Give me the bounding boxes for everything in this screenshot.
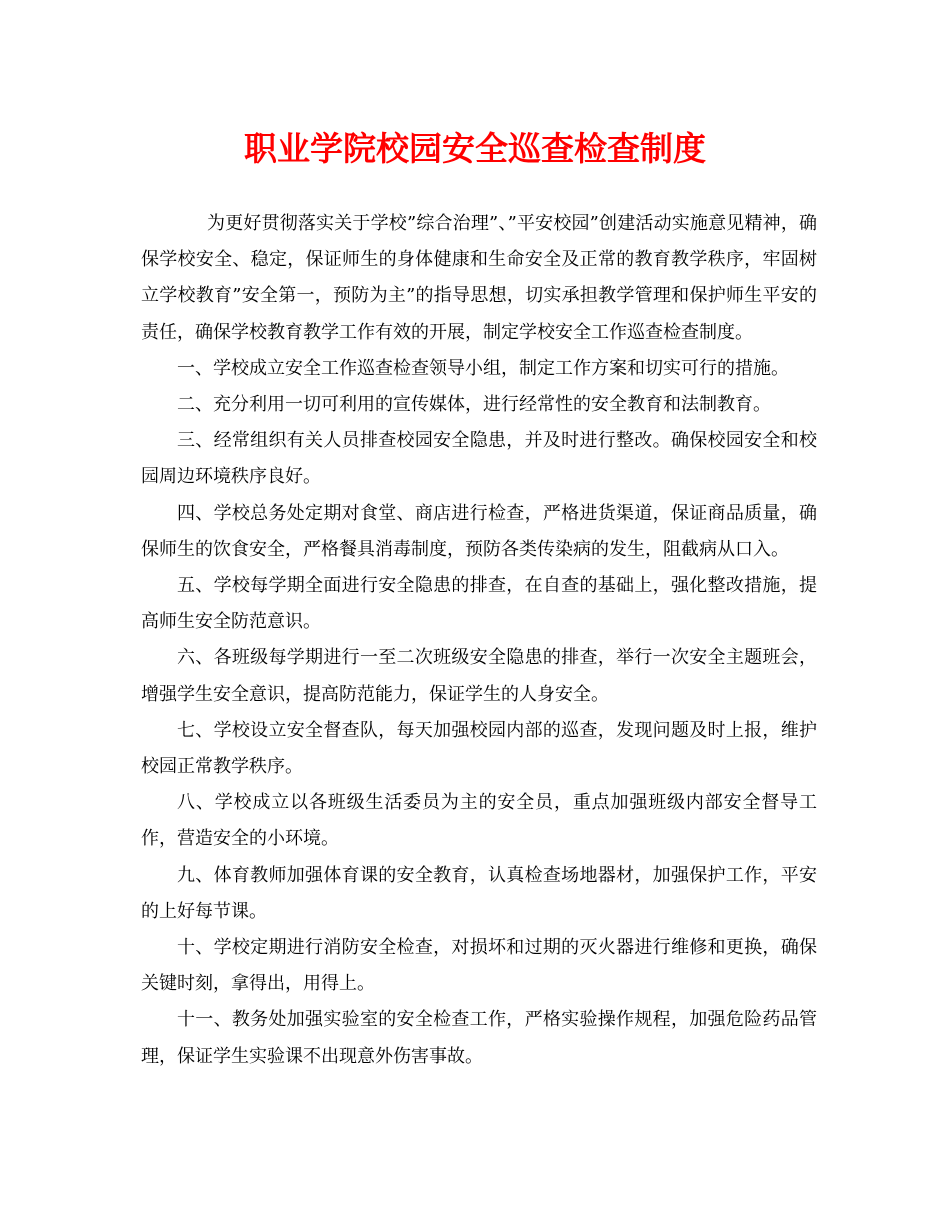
clause-paragraph-4: 四、学校总务处定期对食堂、商店进行检查，严格进货渠道，保证商品质量，确保师生的饮食安全，严格餐具消毒制度，预防各类传染病的发生，阻截病从口入。	[141, 502, 817, 560]
clause-paragraph-5: 五、学校每学期全面进行安全隐患的排查，在自查的基础上，强化整改措施，提高师生安全防范意识。	[141, 575, 817, 633]
clause-paragraph-8: 八、学校成立以各班级生活委员为主的安全员，重点加强班级内部安全督导工作，营造安全的小环境。	[141, 792, 817, 850]
document-title: 职业学院校园安全巡查检查制度	[244, 129, 706, 168]
clause-paragraph-6: 六、各班级每学期进行一至二次班级安全隐患的排查，举行一次安全主题班会，增强学生安全意识，提高防范能力，保证学生的人身安全。	[141, 647, 817, 705]
clause-paragraph-2: 二、充分利用一切可利用的宣传媒体，进行经常性的安全教育和法制教育。	[177, 394, 771, 416]
document-body	[141, 206, 817, 1075]
clause-paragraph-3: 三、经常组织有关人员排查校园安全隐患，并及时进行整改。确保校园安全和校园周边环境秩序良好。	[141, 430, 817, 488]
clause-paragraph-9: 九、体育教师加强体育课的安全教育，认真检查场地器材，加强保护工作，平安的上好每节课。	[141, 864, 817, 922]
clause-paragraph-11: 十一、教务处加强实验室的安全检查工作，严格实验操作规程，加强危险药品管理，保证学生实验课不出现意外伤害事故。	[141, 1009, 817, 1067]
clause-paragraph-1: 一、学校成立安全工作巡查检查领导小组，制定工作方案和切实可行的措施。	[177, 357, 789, 379]
intro-paragraph: 为更好贯彻落实关于学校”综合治理”、”平安校园”创建活动实施意见精神，确保学校安全、稳定，保证师生的身体健康和生命安全及正常的教育教学秩序，牢固树立学校教育”安全第一，预防为主”的指导思想，切实承担教学管理和保护师生平安的责任，确保学校教育教学工作有效的开展，制定学校安全工作巡查检查制度。	[141, 213, 817, 343]
clause-paragraph-7: 七、学校设立安全督查队，每天加强校园内部的巡查，发现问题及时上报，维护校园正常教学秩序。	[141, 719, 817, 778]
clause-paragraph-10: 十、学校定期进行消防安全检查，对损坏和过期的灭火器进行维修和更换，确保关键时刻，拿得出，用得上。	[141, 937, 817, 995]
